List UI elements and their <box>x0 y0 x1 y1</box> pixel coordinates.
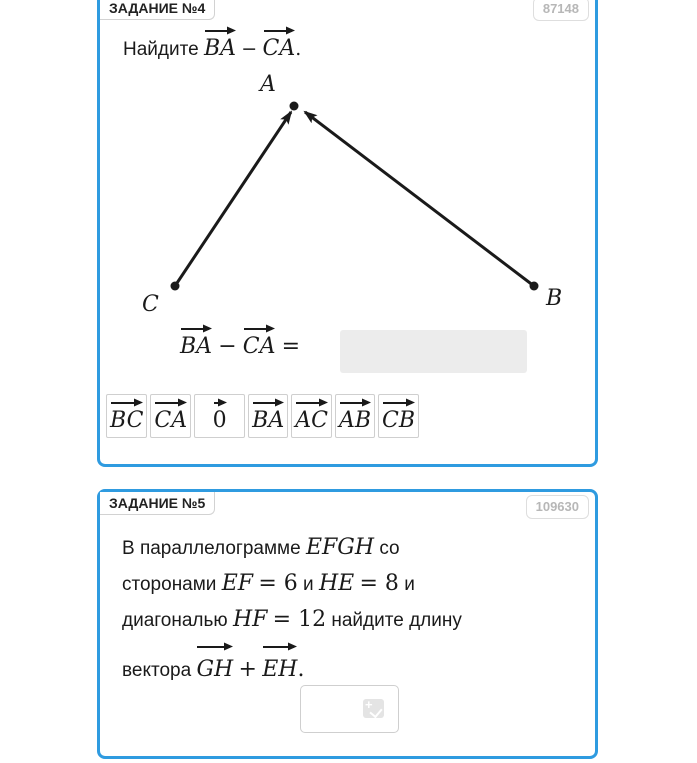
task-5-tag: ЗАДАНИЕ №5 <box>100 492 215 515</box>
task-5-id: 109630 <box>526 495 589 519</box>
eq-minus: − <box>218 334 237 359</box>
eq-equals: = <box>281 334 301 359</box>
question-line-1: В параллелограмме EFGH со <box>122 535 400 560</box>
vector-gh: GH <box>196 642 233 687</box>
option-zero[interactable]: 0 <box>194 394 245 438</box>
eq-vector-ca: CA <box>243 324 276 359</box>
label-a: A <box>260 72 276 97</box>
option-bc[interactable]: BC <box>106 394 147 438</box>
side-he: HE <box>318 571 355 596</box>
question-line-3: диагональю HF = 12 найдите длину <box>122 607 462 632</box>
task-5-question <box>122 530 592 688</box>
question-line-4: вектора GH + EH. <box>122 642 592 688</box>
label-b: B <box>546 286 563 311</box>
vector-ca: CA <box>263 26 296 61</box>
option-ba[interactable]: BA <box>248 394 288 438</box>
question-prompt: Найдите <box>123 39 199 60</box>
eq-vector-ba: BA <box>180 324 212 359</box>
option-ab[interactable]: AB <box>335 394 375 438</box>
option-ca[interactable]: CA <box>150 394 191 438</box>
option-ac[interactable]: AC <box>291 394 332 438</box>
task-5-card <box>97 489 598 759</box>
task-4-tag: ЗАДАНИЕ №4 <box>100 0 215 20</box>
point-c <box>171 282 180 291</box>
figure-name: EFGH <box>305 535 375 560</box>
point-a <box>290 102 299 111</box>
vector-eh: EH <box>262 642 297 687</box>
answer-drop-zone[interactable] <box>340 330 527 373</box>
period: . <box>295 38 302 60</box>
task-4-id: 87148 <box>533 0 589 21</box>
vector-ca-arrow <box>175 112 291 286</box>
point-b <box>530 282 539 291</box>
vector-ba-arrow <box>305 112 534 286</box>
side-ef: EF <box>221 571 254 596</box>
diagonal-hf: HF <box>232 607 268 632</box>
answer-options <box>106 394 419 438</box>
vector-ba: BA <box>204 26 236 61</box>
question-line-2: сторонами EF = 6 и HE = 8 и <box>122 571 415 596</box>
answer-input[interactable] <box>300 685 399 733</box>
answer-equation <box>180 324 300 359</box>
minus-sign: − <box>241 38 258 60</box>
vector-figure <box>100 0 601 320</box>
formula-input-icon[interactable] <box>363 699 384 718</box>
task-4-card <box>97 0 598 467</box>
option-cb[interactable]: CB <box>378 394 419 438</box>
label-c: C <box>142 292 159 317</box>
